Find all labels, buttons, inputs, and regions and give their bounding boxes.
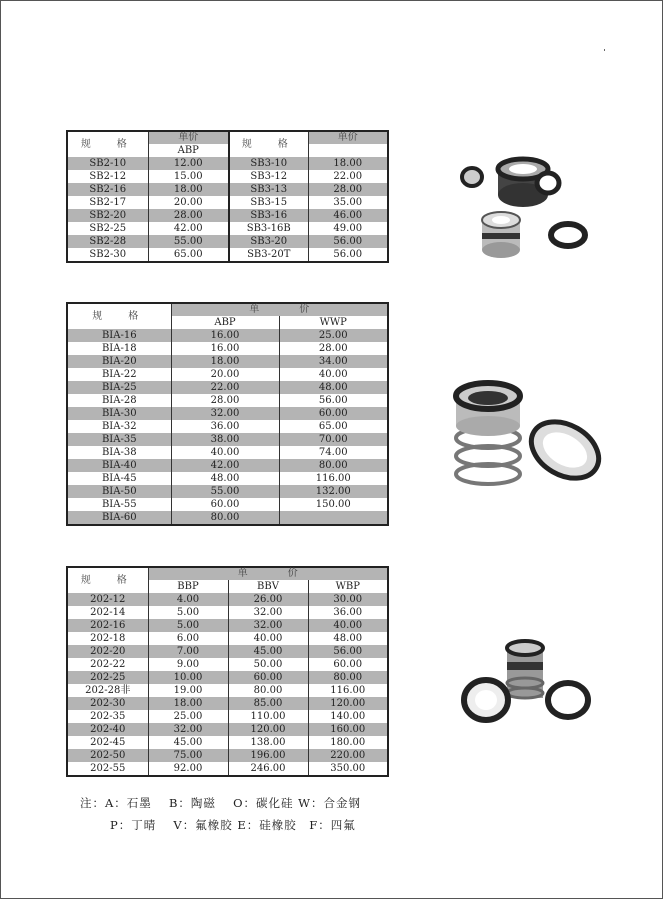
table-row <box>67 710 388 723</box>
table-row <box>67 485 388 498</box>
table-row <box>67 209 388 222</box>
price-cell: 45.00 <box>148 736 228 749</box>
spec-cell: SB3-12 <box>229 170 308 183</box>
table-row <box>67 196 388 209</box>
material-legend-line2: P：丁晴 V：氟橡胶 E：硅橡胶 F：四氟 <box>110 818 356 832</box>
price-cell: 138.00 <box>228 736 308 749</box>
price-cell: 40.00 <box>171 446 279 459</box>
price-cell: 85.00 <box>228 697 308 710</box>
price-cell: 116.00 <box>279 472 388 485</box>
price-header: 单价 <box>148 131 229 144</box>
price-cell: 48.00 <box>171 472 279 485</box>
price-cell: 7.00 <box>148 645 228 658</box>
spec-cell: SB2-20 <box>67 209 148 222</box>
price-cell: 55.00 <box>148 235 229 248</box>
price-cell: 55.00 <box>171 485 279 498</box>
column-header: BBV <box>228 580 308 593</box>
price-cell: 40.00 <box>228 632 308 645</box>
price-cell: 56.00 <box>308 235 388 248</box>
price-cell: 25.00 <box>148 710 228 723</box>
price-cell: 56.00 <box>308 248 388 262</box>
price-cell: 80.00 <box>228 684 308 697</box>
price-cell: 75.00 <box>148 749 228 762</box>
price-cell: 220.00 <box>308 749 388 762</box>
price-cell: 36.00 <box>308 606 388 619</box>
price-cell: 20.00 <box>171 368 279 381</box>
spec-cell: 202-35 <box>67 710 148 723</box>
price-cell: 22.00 <box>308 170 388 183</box>
spec-cell: BIA-22 <box>67 368 171 381</box>
202-seal-image <box>460 638 595 733</box>
price-cell: 70.00 <box>279 433 388 446</box>
price-cell: 50.00 <box>228 658 308 671</box>
spec-cell: SB2-10 <box>67 157 148 170</box>
price-cell: 26.00 <box>228 593 308 606</box>
column-header: WBP <box>308 580 388 593</box>
spec-cell: BIA-20 <box>67 355 171 368</box>
price-cell: 60.00 <box>308 658 388 671</box>
price-cell: 19.00 <box>148 684 228 697</box>
price-cell: 65.00 <box>279 420 388 433</box>
price-cell: 4.00 <box>148 593 228 606</box>
price-cell: 80.00 <box>308 671 388 684</box>
price-cell: 32.00 <box>171 407 279 420</box>
column-header <box>308 144 388 157</box>
table-row <box>67 235 388 248</box>
price-cell: 20.00 <box>148 196 229 209</box>
price-cell: 28.00 <box>308 183 388 196</box>
spec-cell: BIA-32 <box>67 420 171 433</box>
price-cell: 40.00 <box>308 619 388 632</box>
price-cell: 60.00 <box>171 498 279 511</box>
price-header: 单价 <box>308 131 388 144</box>
price-cell: 5.00 <box>148 619 228 632</box>
price-header: 单 价 <box>171 303 388 316</box>
material-legend-line1: 注：A：石墨 B：陶磁 O：碳化硅 W：合金钢 <box>80 796 361 810</box>
price-cell: 160.00 <box>308 723 388 736</box>
spec-cell: 202-18 <box>67 632 148 645</box>
table-row <box>67 355 388 368</box>
price-cell: 42.00 <box>171 459 279 472</box>
price-header: 单 价 <box>148 567 388 580</box>
spec-cell: 202-45 <box>67 736 148 749</box>
price-cell: 46.00 <box>308 209 388 222</box>
table-row <box>67 222 388 235</box>
price-cell: 246.00 <box>228 762 308 776</box>
spec-header: 规 格 <box>67 303 171 329</box>
spec-cell: BIA-60 <box>67 511 171 525</box>
spec-cell: BIA-18 <box>67 342 171 355</box>
spec-cell: BIA-50 <box>67 485 171 498</box>
spec-cell: SB3-10 <box>229 157 308 170</box>
column-header: WWP <box>279 316 388 329</box>
price-cell: 56.00 <box>308 645 388 658</box>
price-cell: 92.00 <box>148 762 228 776</box>
price-cell: 38.00 <box>171 433 279 446</box>
spec-cell: SB3-20 <box>229 235 308 248</box>
table-row <box>67 157 388 170</box>
price-cell: 45.00 <box>228 645 308 658</box>
price-cell: 28.00 <box>279 342 388 355</box>
price-cell: 150.00 <box>279 498 388 511</box>
spec-cell: SB2-12 <box>67 170 148 183</box>
table-row <box>67 619 388 632</box>
spec-cell: BIA-55 <box>67 498 171 511</box>
price-cell: 80.00 <box>279 459 388 472</box>
price-cell: 65.00 <box>148 248 229 262</box>
table-row <box>67 511 388 525</box>
spec-cell: BIA-40 <box>67 459 171 472</box>
price-cell: 18.00 <box>171 355 279 368</box>
spec-cell: SB3-15 <box>229 196 308 209</box>
price-cell: 48.00 <box>279 381 388 394</box>
spec-cell: 202-12 <box>67 593 148 606</box>
price-cell: 120.00 <box>308 697 388 710</box>
price-cell: 18.00 <box>148 697 228 710</box>
price-cell: 5.00 <box>148 606 228 619</box>
table-row <box>67 697 388 710</box>
price-cell: 140.00 <box>308 710 388 723</box>
table-row <box>67 658 388 671</box>
spec-cell: 202-22 <box>67 658 148 671</box>
page-mark <box>604 49 605 51</box>
table-row <box>67 394 388 407</box>
spec-cell: BIA-30 <box>67 407 171 420</box>
sb-seal-image <box>460 155 605 265</box>
spec-cell: 202-28非 <box>67 684 148 697</box>
table-row <box>67 446 388 459</box>
price-cell: 32.00 <box>228 619 308 632</box>
spec-cell: BIA-45 <box>67 472 171 485</box>
bia-seal-image <box>450 378 605 503</box>
spec-cell: SB2-30 <box>67 248 148 262</box>
price-cell: 350.00 <box>308 762 388 776</box>
table-row <box>67 420 388 433</box>
spec-cell: 202-20 <box>67 645 148 658</box>
table-row <box>67 749 388 762</box>
table-row <box>67 684 388 697</box>
price-cell: 30.00 <box>308 593 388 606</box>
spec-cell: SB3-20T <box>229 248 308 262</box>
price-cell: 32.00 <box>228 606 308 619</box>
table-row <box>67 433 388 446</box>
price-cell: 40.00 <box>279 368 388 381</box>
price-cell: 120.00 <box>228 723 308 736</box>
price-cell <box>279 511 388 525</box>
spec-cell: 202-50 <box>67 749 148 762</box>
table-row <box>67 632 388 645</box>
price-cell: 110.00 <box>228 710 308 723</box>
price-cell: 60.00 <box>228 671 308 684</box>
spec-header: 规 格 <box>67 131 148 157</box>
price-cell: 18.00 <box>148 183 229 196</box>
spec-cell: 202-30 <box>67 697 148 710</box>
column-header: BBP <box>148 580 228 593</box>
table-row <box>67 472 388 485</box>
spec-cell: 202-55 <box>67 762 148 776</box>
spec-cell: SB3-16B <box>229 222 308 235</box>
spec-cell: SB2-25 <box>67 222 148 235</box>
spec-cell: 202-14 <box>67 606 148 619</box>
price-cell: 32.00 <box>148 723 228 736</box>
spec-cell: BIA-28 <box>67 394 171 407</box>
table-row <box>67 170 388 183</box>
price-cell: 56.00 <box>279 394 388 407</box>
spec-cell: SB2-28 <box>67 235 148 248</box>
price-cell: 16.00 <box>171 329 279 342</box>
price-cell: 22.00 <box>171 381 279 394</box>
price-cell: 49.00 <box>308 222 388 235</box>
spec-cell: BIA-16 <box>67 329 171 342</box>
spec-cell: SB3-16 <box>229 209 308 222</box>
spec-cell: SB2-17 <box>67 196 148 209</box>
price-cell: 36.00 <box>171 420 279 433</box>
price-cell: 180.00 <box>308 736 388 749</box>
price-cell: 28.00 <box>171 394 279 407</box>
table-row <box>67 407 388 420</box>
table-row <box>67 183 388 196</box>
price-cell: 34.00 <box>279 355 388 368</box>
spec-header: 规 格 <box>67 567 148 593</box>
table-row <box>67 762 388 776</box>
table-row <box>67 381 388 394</box>
table-row <box>67 248 388 262</box>
bia-price-table <box>66 302 389 526</box>
price-cell: 35.00 <box>308 196 388 209</box>
table-row <box>67 459 388 472</box>
spec-cell: BIA-35 <box>67 433 171 446</box>
table-row <box>67 736 388 749</box>
price-cell: 16.00 <box>171 342 279 355</box>
table-row <box>67 342 388 355</box>
price-cell: 10.00 <box>148 671 228 684</box>
price-cell: 12.00 <box>148 157 229 170</box>
spec-cell: 202-40 <box>67 723 148 736</box>
price-cell: 48.00 <box>308 632 388 645</box>
202-price-table <box>66 566 389 777</box>
price-cell: 80.00 <box>171 511 279 525</box>
table-row <box>67 606 388 619</box>
price-cell: 132.00 <box>279 485 388 498</box>
price-cell: 116.00 <box>308 684 388 697</box>
price-cell: 18.00 <box>308 157 388 170</box>
table-row <box>67 368 388 381</box>
spec-cell: BIA-25 <box>67 381 171 394</box>
price-cell: 74.00 <box>279 446 388 459</box>
spec-cell: SB2-16 <box>67 183 148 196</box>
price-cell: 60.00 <box>279 407 388 420</box>
column-header: ABP <box>171 316 279 329</box>
spec-cell: 202-16 <box>67 619 148 632</box>
price-cell: 42.00 <box>148 222 229 235</box>
price-cell: 25.00 <box>279 329 388 342</box>
spec-header: 规 格 <box>229 131 308 157</box>
spec-cell: BIA-38 <box>67 446 171 459</box>
table-row <box>67 593 388 606</box>
table-row <box>67 498 388 511</box>
spec-cell: SB3-13 <box>229 183 308 196</box>
table-row <box>67 645 388 658</box>
price-cell: 15.00 <box>148 170 229 183</box>
table-row <box>67 329 388 342</box>
price-cell: 196.00 <box>228 749 308 762</box>
price-cell: 6.00 <box>148 632 228 645</box>
table-row <box>67 723 388 736</box>
price-cell: 9.00 <box>148 658 228 671</box>
sb-price-table <box>66 130 389 263</box>
spec-cell: 202-25 <box>67 671 148 684</box>
price-cell: 28.00 <box>148 209 229 222</box>
column-header: ABP <box>148 144 229 157</box>
table-row <box>67 671 388 684</box>
